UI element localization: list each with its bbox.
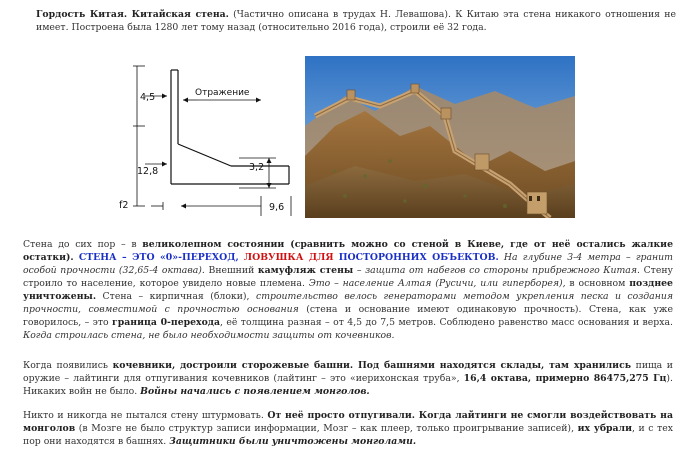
label-9-6: 9,6 — [269, 202, 285, 213]
paragraph-nomads: Когда появились кочевники, достроили сторожевые башни. Под башнями находятся склады, там хранились пища и оружие – лайтинги для отпугивания кочевников (лайтинг – это «иерихонская труба», 16,4 октава, примерно 86475,275 Гц). Никаких войн не было. Войны начались с появлением монголов. — [23, 360, 673, 397]
wall-diagram-lines — [111, 56, 297, 218]
great-wall-photo — [305, 56, 575, 218]
label-reflection: Отражение — [195, 88, 250, 98]
label-f2: f2 — [119, 200, 129, 211]
great-wall-photo-illustration — [305, 56, 575, 218]
label-4-5: 4,5 — [140, 92, 156, 103]
highlight-zero-transition: СТЕНА – ЭТО «0»-ПЕРЕХОД, — [78, 252, 239, 263]
highlight-trap: ЛОВУШКА ДЛЯ — [243, 252, 334, 263]
highlight-foreign-objects: ПОСТОРОННИХ ОБЪЕКТОВ. — [338, 252, 499, 263]
paragraph-wall-state: Стена до сих пор – в великолепном состоянии (сравнить можно со стеной в Киеве, где от неё остались жалкие остатки). СТЕНА – ЭТО «0»-ПЕРЕХОД, ЛОВУШКА ДЛЯ ПОСТОРОННИХ ОБЪЕКТОВ. На глубине 3-4 метра – гранит особой прочности (32,65-4 октава). Внешний камуфляж стены – защита от набегов со стороны прибрежного Китая. Стену строило то население, которое увидело новые племена. Это – население Алтая (Русичи, или гиперборея), в основном позднее уничтожены. Стена – кирпичная (блоки), строительство велось генераторами методом укрепления песка и создания прочности, совместимой с прочностью основания (стена и основание имеют одинаковую прочность). Стена, как уже говорилось, – это граница 0-перехода, её толщина разная – от 4,5 до 7,5 метров. Соблюдено равенство масс основания и верха. Когда строилась стена, не было необходимости защиты от кочевников. — [23, 239, 673, 341]
wall-diagram — [111, 56, 297, 218]
heading-great-wall: Гордость Китая. Китайская стена. — [36, 9, 229, 20]
label-12-8: 12,8 — [137, 166, 159, 177]
label-3-2: 3,2 — [249, 162, 265, 173]
paragraph-mongols: Никто и никогда не пытался стену штурмовать. От неё просто отпугивали. Когда лайтинги не смогли воздействовать на монголов (в Мозге не было структур записи информации, Мозг – как плеер, только проигрывание записей), их убрали, и с тех пор они находятся в башнях. Защитники были уничтожены монголами. — [23, 410, 673, 447]
paragraph-intro: Гордость Китая. Китайская стена. (Частично описана в трудах Н. Левашова). К Китаю эта стена никакого отношения не имеет. Построена была 1280 лет тому назад (относительно 2016 года), строили её 32 года. — [36, 9, 676, 33]
